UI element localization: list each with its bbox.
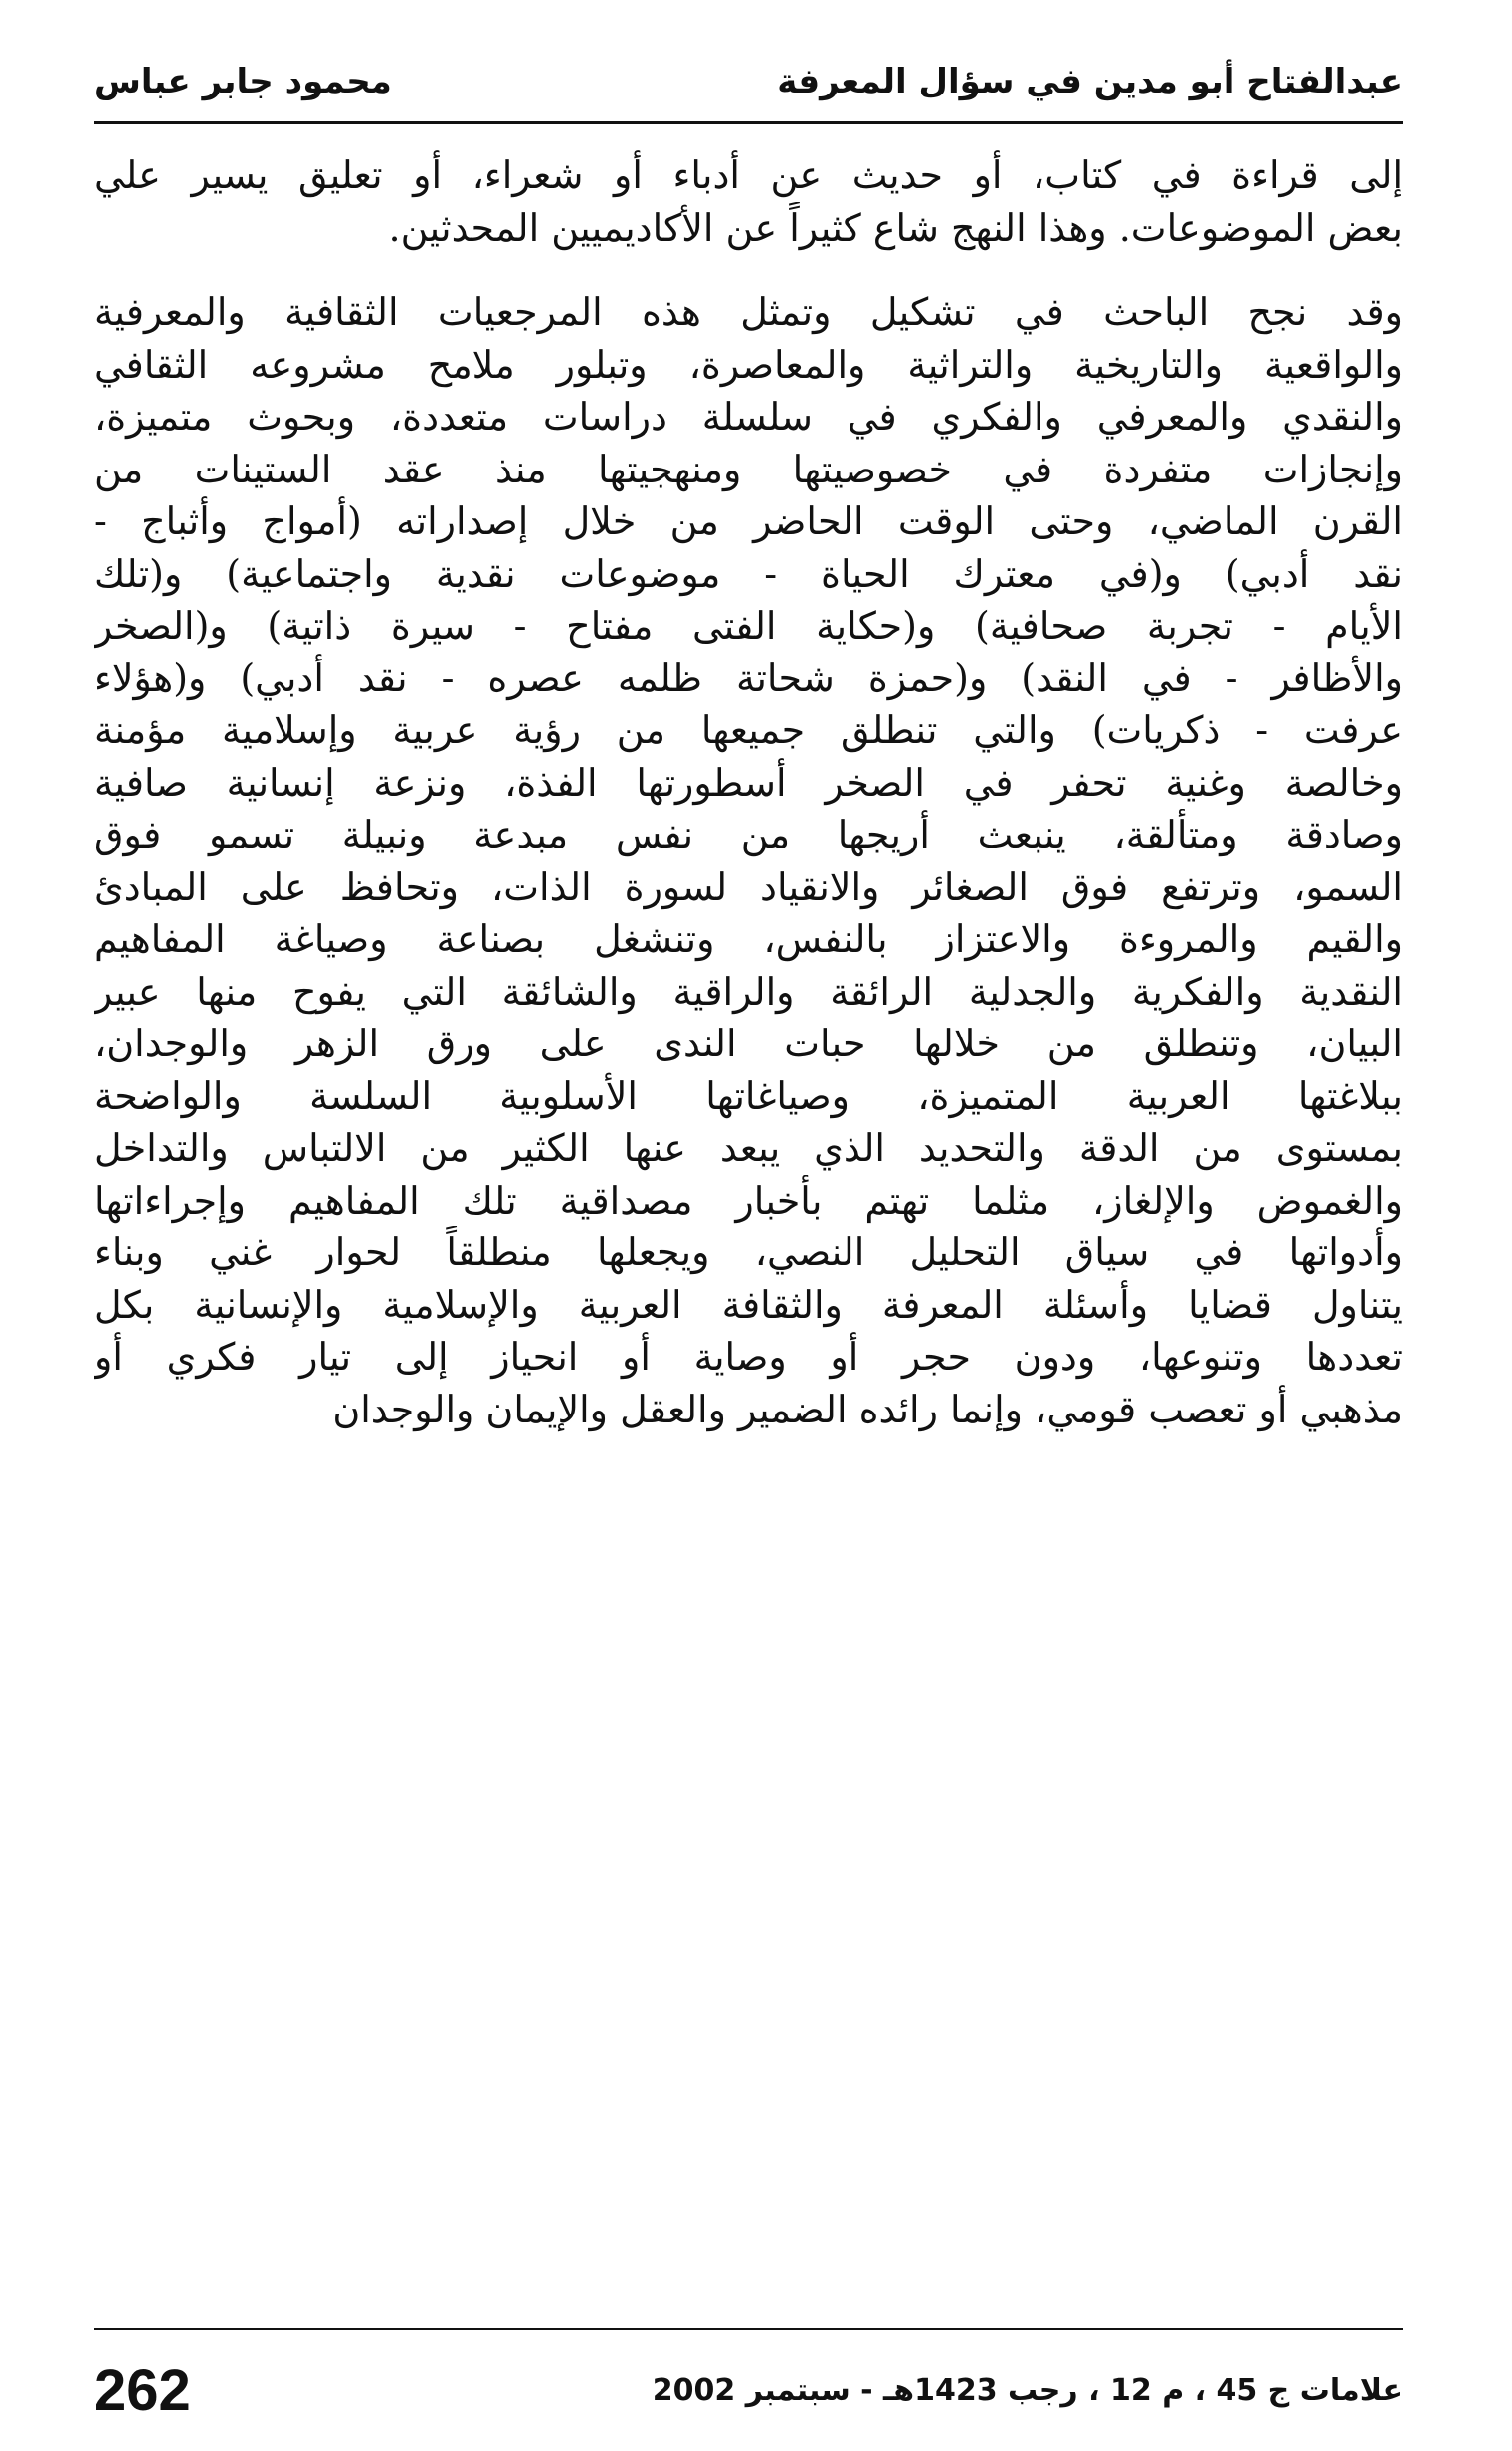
header-rule [94,121,1403,124]
text-line: القرن الماضي، وحتى الوقت الحاضر من خلال إصداراته (أمواج وأثباج - [94,499,1403,543]
text-line: يتناول قضايا وأسئلة المعرفة والثقافة العربية والإسلامية والإنسانية بكل [94,1282,1403,1327]
text-line: نقد أدبي) و(في معترك الحياة - موضوعات نقدية واجتماعية) و(تلك [94,551,1403,596]
text-line: تعددها وتنوعها، ودون حجر أو وصاية أو انحياز إلى تيار فكري أو [94,1335,1403,1379]
header-author: محمود جابر عباس [94,62,392,101]
text-line: وأدواتها في سياق التحليل النصي، ويجعلها منطلقاً لحوار غني وبناء [94,1230,1403,1274]
text-line: وقد نجح الباحث في تشكيل وتمثل هذه المرجعيات الثقافية والمعرفية [94,290,1403,334]
paragraph-gap [94,254,1403,286]
text-line: عرفت - ذكريات) والتي تنطلق جميعها من رؤية عربية وإسلامية مؤمنة [94,708,1403,752]
text-line: بعض الموضوعات. وهذا النهج شاع كثيراً عن الأكاديميين المحدثين. [388,205,1403,250]
page-number: 262 [94,2357,191,2423]
text-line: مذهبي أو تعصب قومي، وإنما رائده الضمير والعقل والإيمان والوجدان [332,1387,1403,1431]
text-line: وخالصة وغنية تحفر في الصخر أسطورتها الفذة، ونزعة إنسانية صافية [94,760,1403,805]
header-title: عبدالفتاح أبو مدين في سؤال المعرفة [777,62,1403,101]
text-line: والواقعية والتاريخية والتراثية والمعاصرة، وتبلور ملامح مشروعه الثقافي [94,342,1403,387]
text-line: وصادقة ومتألقة، ينبعث أريجها من نفس مبدعة ونبيلة تسمو فوق [94,813,1403,856]
text-line: بمستوى من الدقة والتحديد الذي يبعد عنها الكثير من الالتباس والتداخل [94,1126,1403,1170]
text-line: والغموض والإلغاز، مثلما تهتم بأخبار مصداقية تلك المفاهيم وإجراءاتها [94,1178,1403,1223]
text-line: إلى قراءة في كتاب، أو حديث عن أدباء أو شعراء، أو تعليق يسير علي [94,153,1403,197]
text-line: النقدية والفكرية والجدلية الرائقة والراقية والشائقة التي يفوح منها عبير [94,969,1403,1014]
text-line: ببلاغتها العربية المتميزة، وصياغاتها الأسلوبية السلسة والواضحة [94,1073,1403,1118]
text-line: الأيام - تجربة صحافية) و(حكاية الفتى مفتاح - سيرة ذاتية) و(الصخر [94,604,1403,648]
text-line: البيان، وتنطلق من خلالها حبات الندى على ورق الزهر والوجدان، [94,1022,1403,1065]
running-header [94,52,1403,111]
text-line: والأظافر - في النقد) و(حمزة شحاتة ظلمه عصره - نقد أدبي) و(هؤلاء [94,656,1403,700]
running-footer [94,2356,1403,2425]
text-line: وإنجازات متفردة في خصوصيتها ومنهجيتها منذ عقد الستينات من [94,447,1403,491]
text-line: والنقدي والمعرفي والفكري في سلسلة دراسات متعددة، وبحوث متميزة، [94,395,1403,439]
text-line: السمو، وترتفع فوق الصغائر والانقياد لسورة الذات، وتحافظ على المبادئ [94,864,1403,909]
footer-rule [94,2328,1403,2330]
text-line: والقيم والمروءة والاعتزاز بالنفس، وتنشغل بصناعة وصياغة المفاهيم [94,917,1403,961]
journal-info: علامات ج 45 ، م 12 ، رجب 1423هـ - سبتمبر 2002 [652,2372,1403,2408]
body-text [94,149,1403,1435]
